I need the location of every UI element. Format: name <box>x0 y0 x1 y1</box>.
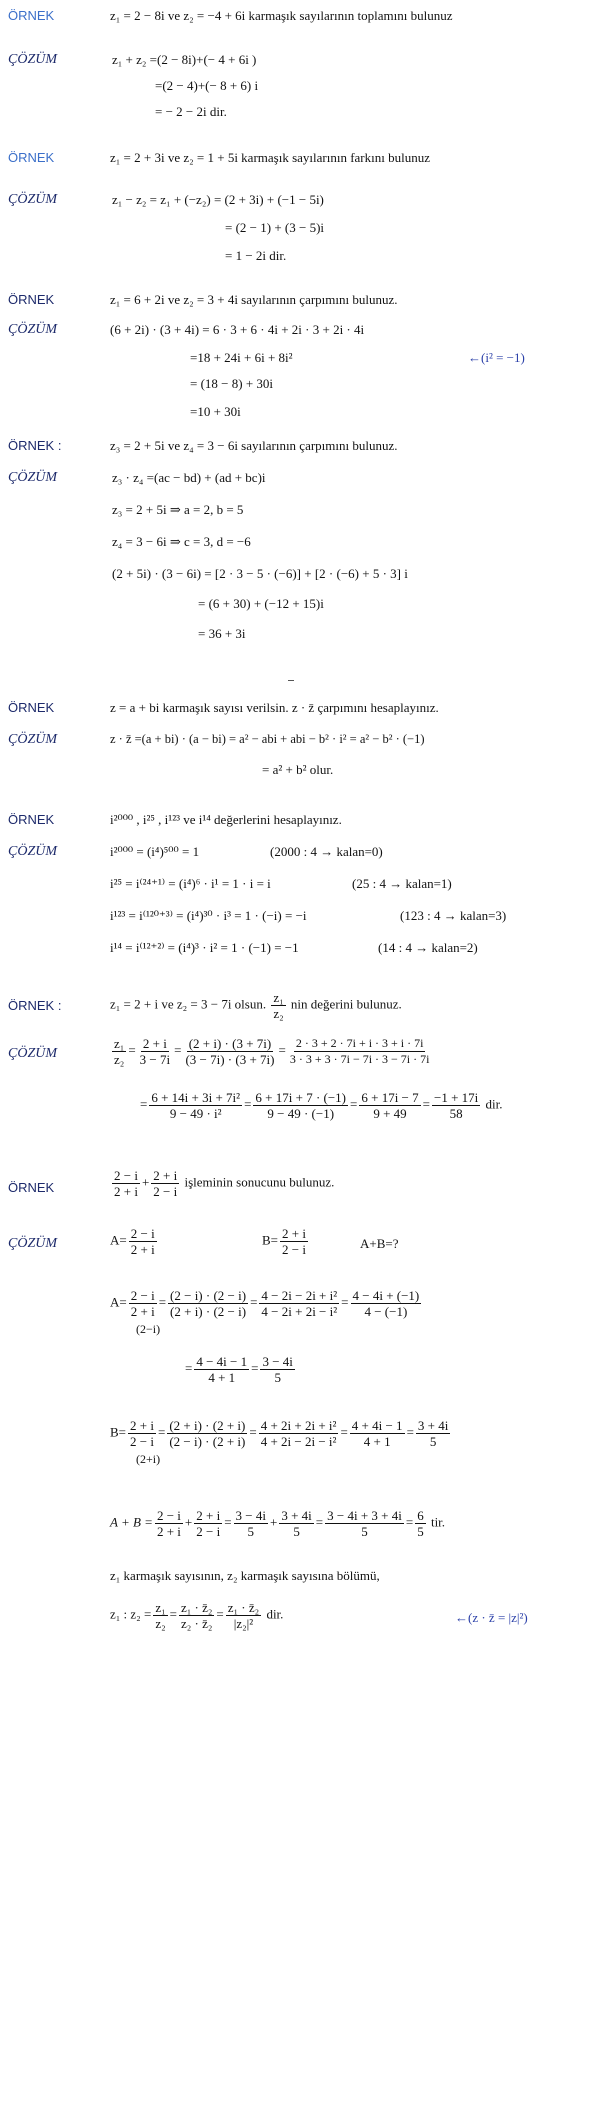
denominator: 2 − i <box>282 1242 306 1257</box>
fraction <box>128 1418 156 1449</box>
solution-note: (2000 : 4 → kalan=0) <box>270 844 383 859</box>
denominator: (2 + i) · (2 − i) <box>170 1304 247 1319</box>
solution-step: = (6 + 30) + (−12 + 15)i <box>198 596 324 611</box>
solution-label: ÇÖZÜM <box>8 1046 58 1061</box>
denominator: 2 − i <box>196 1524 221 1539</box>
fraction <box>129 1288 157 1319</box>
fraction <box>194 1508 222 1539</box>
numerator: (2 + i) · (2 + i) <box>169 1418 246 1433</box>
solution-label: ÇÖZÜM <box>8 322 58 337</box>
numerator: 6 + 17i − 7 <box>361 1090 419 1105</box>
solution-step: z₄ = 3 − 6i ⇒ c = 3, d = −6 <box>112 534 251 549</box>
fraction <box>259 1288 339 1319</box>
numerator: −1 + 17i <box>433 1090 479 1105</box>
fraction <box>183 1036 276 1067</box>
tail-text: dir. <box>266 1606 284 1622</box>
a-label: A= <box>110 1294 127 1310</box>
solution-note: (14 : 4 → kalan=2) <box>378 940 478 955</box>
denominator: 9 + 49 <box>373 1106 407 1121</box>
denominator: z₂ <box>273 1006 284 1021</box>
stray-mark <box>288 680 294 681</box>
fraction <box>359 1090 420 1121</box>
fraction <box>325 1508 404 1539</box>
fraction <box>416 1418 450 1449</box>
numerator: 2 · 3 + 2 · 7i + i · 3 + i · 7i <box>295 1036 424 1050</box>
fraction <box>351 1288 422 1319</box>
denominator: (3 − 7i) · (3 + 7i) <box>185 1052 275 1067</box>
tail-text: dir. <box>485 1096 503 1112</box>
div-label: z₁ : z₂ = <box>110 1606 152 1622</box>
solution-step: (6 + 2i) · (3 + 4i) = 6 · 3 + 6 · 4i + 2i · 3 + 2i · 4i <box>110 322 365 337</box>
numerator: 6 + 17i + 7 · (−1) <box>255 1090 347 1105</box>
solution-note: (123 : 4 → kalan=3) <box>400 908 507 923</box>
side-note: ←(i² = −1) <box>468 350 525 365</box>
question-line <box>110 990 402 1021</box>
numerator: 6 + 14i + 3i + 7i² <box>151 1090 241 1105</box>
example-label: ÖRNEK <box>8 8 55 23</box>
denominator: 2 − i <box>153 1184 178 1199</box>
solution-step: i²⁰⁰⁰ = (i⁴)⁵⁰⁰ = 1 <box>110 844 200 859</box>
equation-line: $\frac{\text{z₁}}{\text{z₂}}$ = $\frac{2 + i}{3 - 7i}$ = $\frac{(2 + i) \cdot (3 + 7i)}{(3 - 7i) \cdot (3 + 7i)}$ = $\frac{2 \cdot 3 + 2 \cdot 7i + i \cdot 3 + i \cdot 7i}{3 \cdot 3 + 3 \cdot 7i - 7i \cdot 3 - 7i \cdot 7i}$ <box>114 1036 430 1067</box>
solution-label: ÇÖZÜM <box>8 192 58 207</box>
numerator: 2 − i <box>114 1168 138 1183</box>
numerator: 2 + i <box>196 1508 221 1523</box>
side-note: ←(z · z̄ = |z|²) <box>455 1610 528 1625</box>
example-label: ÖRNEK <box>8 150 55 165</box>
question-text: z₁ = 2 + 3i ve z₂ = 1 + 5i karmaşık sayılarının farkını bulunuz <box>110 150 430 165</box>
denominator: 4 + 1 <box>208 1370 236 1385</box>
denominator: 5 <box>293 1524 300 1539</box>
denominator: z₂ · z̄₂ <box>180 1616 213 1631</box>
example-label: ÖRNEK <box>8 700 55 715</box>
fraction <box>288 1036 432 1067</box>
numerator: 2 + i <box>142 1036 167 1051</box>
numerator: 2 − i <box>156 1508 181 1523</box>
equation-line <box>262 1226 310 1257</box>
numerator: (2 + i) · (3 + 7i) <box>188 1036 272 1051</box>
fraction <box>350 1418 405 1449</box>
denominator: 3 · 3 + 3 · 7i − 7i · 3 − 7i · 7i <box>289 1052 430 1066</box>
equation-line: A + B = $\frac{2 - i}{2 + i}$ + $\frac{2 + i}{2 - i}$ = $\frac{3 - 4i}{5}$ + $\frac{3 + 4i}{5}$ = $\frac{3 - 4i + 3 + 4i}{5}$ = $\frac{6}{5}$ tir. <box>110 1508 446 1539</box>
question-text: i²⁰⁰⁰ , i²⁵ , i¹²³ ve i¹⁴ değerlerini hesaplayınız. <box>110 812 342 827</box>
denominator: 2 + i <box>114 1184 138 1199</box>
question-text: z₁ = 2 − 8i ve z₂ = −4 + 6i karmaşık sayılarının toplamını bulunuz <box>110 8 453 23</box>
fraction <box>112 1036 126 1067</box>
solution-step: z · z̄ =(a + bi) · (a − bi) = a² − abi + abi − b² · i² = a² − b² · (−1) <box>110 732 425 746</box>
fraction <box>149 1090 242 1121</box>
numerator: (2 − i) · (2 − i) <box>170 1288 247 1303</box>
numerator: 4 − 4i − 1 <box>196 1354 248 1369</box>
fraction <box>432 1090 480 1121</box>
solution-label: ÇÖZÜM <box>8 732 58 747</box>
example-label: ÖRNEK <box>8 292 55 307</box>
fraction <box>168 1288 248 1319</box>
denominator: 5 <box>417 1524 424 1539</box>
question-text: z₁ = 2 + i ve z₂ = 3 − 7i olsun. <box>110 996 267 1012</box>
denominator: 5 <box>361 1524 368 1539</box>
solution-step: = − 2 − 2i dir. <box>155 104 227 119</box>
numerator: 6 <box>417 1508 424 1523</box>
fraction <box>179 1600 214 1631</box>
b-label: B= <box>110 1424 127 1440</box>
numerator: 3 − 4i <box>262 1354 293 1369</box>
equation-line: = $\frac{4 - 4i - 1}{4 + 1}$ = $\frac{3 - 4i}{5}$ <box>185 1354 293 1385</box>
denominator: |z₂|² <box>233 1616 254 1631</box>
fraction <box>129 1226 157 1257</box>
numerator: 2 − i <box>130 1288 155 1303</box>
numerator: 3 + 4i <box>281 1508 312 1523</box>
fraction <box>151 1168 179 1199</box>
solution-step: z₁ − z₂ = z₁ + (−z₂) = (2 + 3i) + (−1 − 5i) <box>112 192 324 207</box>
equation-line: B= $\frac{2 + i}{2 - i}$ = $\frac{(2 + i) \cdot (2 + i)}{(2 - i) \cdot (2 + i)}$ = $\frac{\text{4 + 2i + 2i + i²}}{\text{4 + 2i − 2i − i²}}$ = $\frac{4 + 4i - 1}{4 + 1}$ = $\frac{3 + 4i}{5}$ <box>110 1418 449 1449</box>
fraction <box>280 1226 308 1257</box>
fraction <box>226 1600 261 1631</box>
numerator: 2 + i <box>282 1226 306 1241</box>
equation-line <box>110 1226 159 1257</box>
example-label: ÖRNEK : <box>8 998 62 1013</box>
denominator: 4 + 2i − 2i − i² <box>260 1434 337 1449</box>
numerator: 4 − 4i + (−1) <box>352 1288 420 1303</box>
question-text: z₃ = 2 + 5i ve z₄ = 3 − 6i sayılarının çarpımını bulunuz. <box>110 438 398 453</box>
example-label: ÖRNEK <box>8 1180 55 1195</box>
solution-label: ÇÖZÜM <box>8 470 58 485</box>
solution-label: ÇÖZÜM <box>8 52 58 67</box>
fraction <box>138 1036 172 1067</box>
numerator: 2 + i <box>153 1168 178 1183</box>
example-label: ÖRNEK <box>8 812 55 827</box>
denominator: 4 + 1 <box>363 1434 391 1449</box>
solution-step: = 1 − 2i dir. <box>225 248 287 263</box>
question-text: A+B=? <box>360 1236 399 1251</box>
denominator: (2 − i) · (2 + i) <box>169 1434 246 1449</box>
tail-text: tir. <box>430 1514 446 1530</box>
solution-step: = 36 + 3i <box>198 626 246 641</box>
question-text: nin değerini bulunuz. <box>290 996 402 1012</box>
fraction <box>253 1090 348 1121</box>
numerator: z₁ · z̄₂ <box>227 1600 260 1615</box>
denominator: 58 <box>449 1106 463 1121</box>
denominator: 9 − 49 · i² <box>169 1106 222 1121</box>
numerator: 3 − 4i + 3 + 4i <box>327 1508 402 1523</box>
equation-line: z₁ : z₂ = $\frac{\text{z₁}}{\text{z₂}}$ = $\frac{\text{z₁ · z̄₂}}{\text{z₂ · z̄₂}}$ = $\frac{\text{z₁ · z̄₂}}{\text{|z₂|²}}$ dir. <box>110 1600 284 1631</box>
equation-line: = $\frac{\text{6 + 14i + 3i + 7i²}}{\text{9 − 49 · i²}}$ = $\frac{6 + 17i + 7 \cdot (-1)}{9 - 49 \cdot (-1)}$ = $\frac{6 + 17i - 7}{9 + 49}$ = $\frac{-1 + 17i}{58}$ dir. <box>140 1090 503 1121</box>
denominator: 2 + i <box>130 1304 155 1319</box>
solution-step: i¹⁴ = i⁽¹²⁺²⁾ = (i⁴)³ · i² = 1 · (−1) = −1 <box>110 940 299 955</box>
numerator: 3 − 4i <box>235 1508 266 1523</box>
denominator: z₂ <box>155 1616 166 1631</box>
a-label: A= <box>110 1232 127 1248</box>
fraction <box>194 1354 249 1385</box>
b-label: B= <box>262 1232 279 1248</box>
denominator: z₂ <box>114 1052 125 1067</box>
numerator: 4 + 4i − 1 <box>351 1418 403 1433</box>
fraction <box>167 1418 247 1449</box>
denominator: 5 <box>429 1434 437 1449</box>
solution-step: = (18 − 8) + 30i <box>190 376 274 391</box>
question-text: z₁ = 6 + 2i ve z₂ = 3 + 4i sayılarının çarpımını bulunuz. <box>110 292 398 307</box>
solution-step: z₁ + z₂ =(2 − 8i)+(− 4 + 6i ) <box>112 52 257 67</box>
solution-step: =18 + 24i + 6i + 8i² <box>190 350 293 365</box>
numerator: z₁ <box>155 1600 166 1615</box>
question-text: z = a + bi karmaşık sayısı verilsin. z · z̄ çarpımını hesaplayınız. <box>110 700 439 715</box>
fraction <box>234 1508 268 1539</box>
fraction <box>415 1508 426 1539</box>
solution-step: =(2 − 4)+(− 8 + 6) i <box>155 78 259 93</box>
rule-text: z₁ karmaşık sayısının, z₂ karmaşık sayısına bölümü, <box>110 1568 380 1583</box>
denominator: 4 − (−1) <box>364 1304 408 1319</box>
example-label: ÖRNEK : <box>8 438 62 453</box>
equation-line: A= $\frac{2 - i}{2 + i}$ = $\frac{(2 - i) \cdot (2 - i)}{(2 + i) \cdot (2 - i)}$ = $\frac{\text{4 − 2i − 2i + i²}}{\text{4 − 2i + 2i − i²}}$ = $\frac{4 - 4i + (-1)}{4 - (-1)}$ <box>110 1288 420 1319</box>
numerator: 4 + 2i + 2i + i² <box>260 1418 337 1433</box>
sum-label: A + B = <box>110 1514 153 1530</box>
numerator: z₁ <box>273 990 284 1005</box>
denominator: 2 − i <box>130 1434 154 1449</box>
solution-step: z₃ · z₄ =(ac − bd) + (ad + bc)i <box>112 470 266 485</box>
fraction <box>153 1600 167 1631</box>
fraction <box>259 1418 339 1449</box>
numerator: 3 + 4i <box>417 1418 449 1433</box>
question-text: işleminin sonucunu bulunuz. <box>184 1174 335 1190</box>
solution-label: ÇÖZÜM <box>8 1236 58 1251</box>
numerator: z₁ <box>114 1036 125 1051</box>
solution-step: = a² + b² olur. <box>262 762 334 777</box>
fraction <box>155 1508 183 1539</box>
solution-note: (25 : 4 → kalan=1) <box>352 876 452 891</box>
numerator: z₁ · z̄₂ <box>180 1600 213 1615</box>
fraction <box>279 1508 313 1539</box>
fraction <box>271 990 285 1021</box>
multiplier: (2+i) <box>136 1452 161 1466</box>
solution-step: = (2 − 1) + (3 − 5)i <box>225 220 325 235</box>
denominator: 2 + i <box>130 1242 155 1257</box>
denominator: 2 + i <box>156 1524 181 1539</box>
multiplier: (2−i) <box>136 1322 161 1336</box>
denominator: 5 <box>274 1370 281 1385</box>
solution-step: =10 + 30i <box>190 404 241 419</box>
solution-step: i¹²³ = i⁽¹²⁰⁺³⁾ = (i⁴)³⁰ · i³ = 1 · (−i) = −i <box>110 908 307 923</box>
solution-step: i²⁵ = i⁽²⁴⁺¹⁾ = (i⁴)⁶ · i¹ = 1 · i = i <box>110 876 271 891</box>
fraction <box>260 1354 294 1385</box>
solution-label: ÇÖZÜM <box>8 844 58 859</box>
solution-step: (2 + 5i) · (3 − 6i) = [2 · 3 − 5 · (−6)] + [2 · (−6) + 5 · 3] i <box>112 566 408 581</box>
numerator: 2 − i <box>130 1226 155 1241</box>
solution-step: z₃ = 2 + 5i ⇒ a = 2, b = 5 <box>112 502 244 517</box>
question-line: $\frac{2 - i}{2 + i}$ + $\frac{2 + i}{2 - i}$ işleminin sonucunu bulunuz. <box>114 1168 335 1199</box>
fraction <box>112 1168 140 1199</box>
numerator: 2 + i <box>130 1418 154 1433</box>
denominator: 3 − 7i <box>139 1052 171 1067</box>
numerator: 4 − 2i − 2i + i² <box>261 1288 338 1303</box>
denominator: 5 <box>247 1524 255 1539</box>
denominator: 9 − 49 · (−1) <box>267 1106 335 1121</box>
denominator: 4 − 2i + 2i − i² <box>261 1304 338 1319</box>
